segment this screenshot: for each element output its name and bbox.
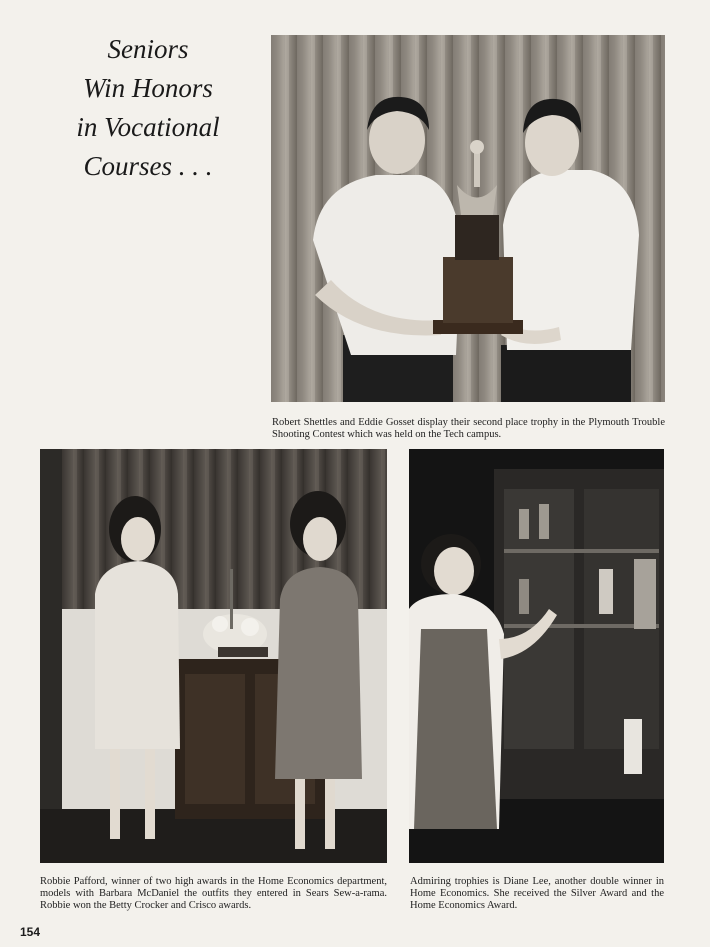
photo-home-economics-models: [40, 449, 387, 863]
photo-trophy-case: [409, 449, 664, 863]
caption-top-photo: Robert Shettles and Eddie Gosset display their second place trophy in the Plymouth Trouble Shooting Contest which was held on the Tech campus.: [272, 417, 665, 440]
page-number: 154: [20, 925, 41, 939]
caption-bottom-right-photo: Admiring trophies is Diane Lee, another double winner in Home Economics. She received the Silver Award and the Home Economics Award.: [410, 876, 664, 911]
page-heading: [48, 30, 248, 186]
caption-bottom-left-photo: Robbie Pafford, winner of two high awards in the Home Economics department, models with Barbara McDaniel the outfits they entered in Sears Sew-a-rama. Robbie won the Betty Crocker and Crisco awards.: [40, 876, 387, 911]
heading-line-4: Courses . . .: [83, 151, 213, 181]
heading-line-3: in Vocational: [76, 112, 220, 142]
heading-line-2: Win Honors: [83, 73, 213, 103]
heading-line-1: Seniors: [107, 34, 189, 64]
photo-trophy-boys: [271, 35, 665, 402]
